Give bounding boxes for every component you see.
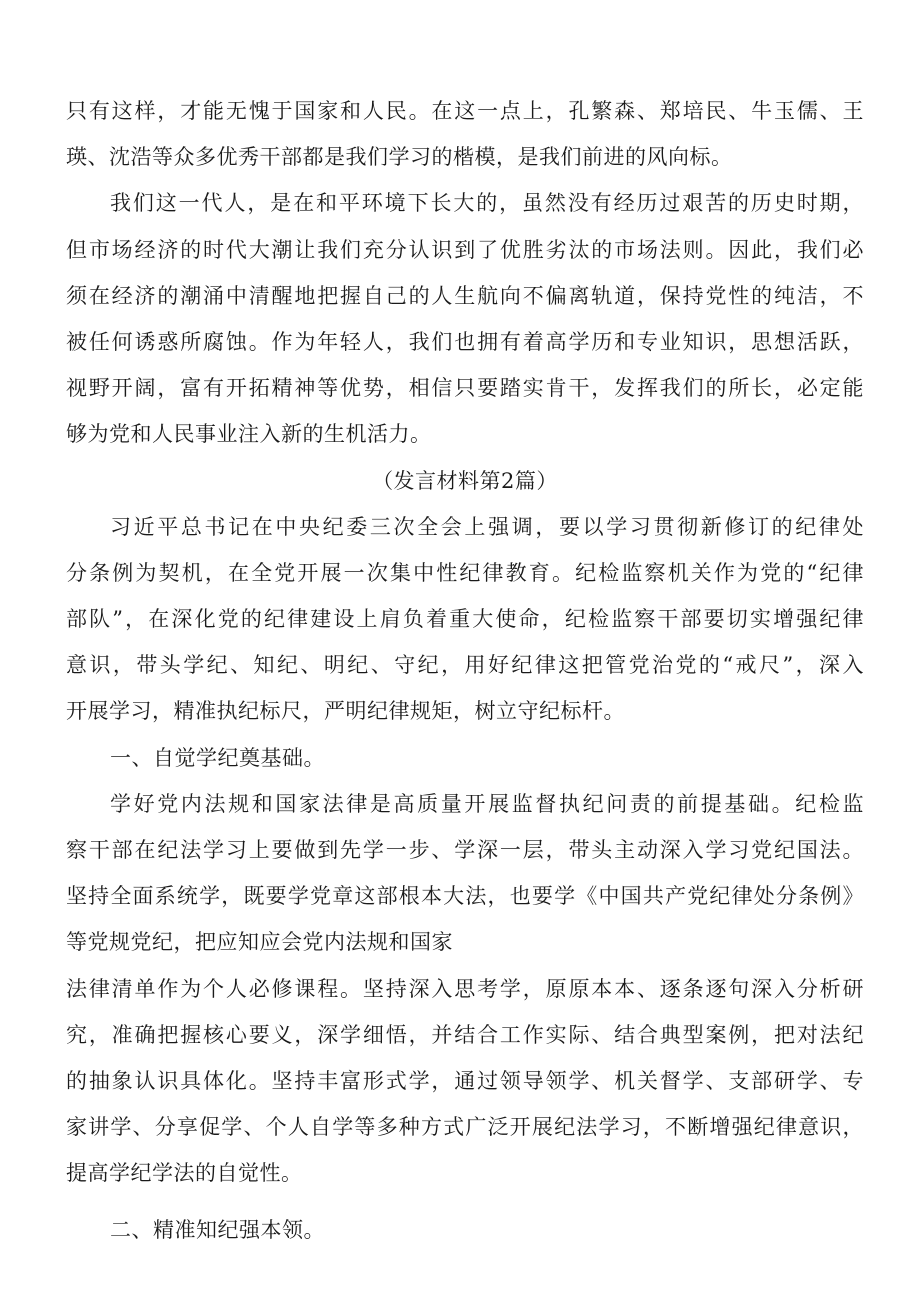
paragraph-4-line-4: 等党规党纪，把应知应会党内法规和国家 (66, 930, 453, 955)
paragraph-4-line-7: 的抽象认识具体化。坚持丰富形式学，通过领导领学、机关督学、支部研学、专 (66, 1068, 864, 1093)
paragraph-4-line-5: 法律清单作为个人必修课程。坚持深入思考学，原原本本、逐条逐句深入分析研 (66, 976, 864, 1001)
paragraph-2-line-4: 被任何诱惑所腐蚀。作为年轻人，我们也拥有着高学历和专业知识，思想活跃， (66, 329, 864, 354)
paragraph-4-line-2: 察干部在纪法学习上要做到先学一步、学深一层，带头主动深入学习党纪国法。 (66, 838, 864, 862)
paragraph-2-line-1: 我们这一代人，是在和平环境下长大的，虽然没有经历过艰苦的历史时期， (110, 191, 864, 216)
paragraph-4-line-3: 坚持全面系统学，既要学党章这部根本大法，也要学《中国共产党纪律处分条例》 (66, 884, 864, 909)
paragraph-2-line-6: 够为党和人民事业注入新的生机活力。 (66, 422, 432, 447)
paragraph-3-line-1: 习近平总书记在中央纪委三次全会上强调，要以学习贯彻新修订的纪律处 (110, 514, 864, 539)
paragraph-3-line-3: 部队”，在深化党的纪律建设上肩负着重大使命，纪检监察干部要切实增强纪律 (66, 607, 864, 632)
paragraph-4-line-8: 家讲学、分享促学、个人自学等多种方式广泛开展纪法学习，不断增强纪律意识， (66, 1115, 864, 1140)
heading-2: 二、精准知纪强本领。 (110, 1217, 325, 1242)
paragraph-2-line-5: 视野开阔，富有开拓精神等优势，相信只要踏实肯干，发挥我们的所长，必定能 (66, 376, 864, 401)
paragraph-4-line-6: 究，准确把握核心要义，深学细悟，并结合工作实际、结合典型案例，把对法纪 (66, 1022, 864, 1047)
paragraph-2-line-2: 但市场经济的时代大潮让我们充分认识到了优胜劣汰的市场法则。因此，我们必 (66, 237, 864, 262)
paragraph-1-line-1: 只有这样，才能无愧于国家和人民。在这一点上，孔繁森、郑培民、牛玉儒、王 (66, 99, 864, 123)
paragraph-3-line-2: 分条例为契机，在全党开展一次集中性纪律教育。纪检监察机关作为党的“纪律 (66, 560, 864, 585)
section-title: （发言材料第2篇） (372, 468, 558, 493)
paragraph-4-line-1: 学好党内法规和国家法律是高质量开展监督执纪问责的前提基础。纪检监 (110, 791, 864, 816)
paragraph-4-line-9: 提高学纪学法的自觉性。 (66, 1161, 303, 1186)
paragraph-3-line-4: 意识，带头学纪、知纪、明纪、守纪，用好纪律这把管党治党的“戒尺”，深入 (66, 653, 864, 678)
heading-1: 一、自觉学纪奠基础。 (110, 745, 325, 770)
paragraph-2-line-3: 须在经济的潮涌中清醒地把握自己的人生航向不偏离轨道，保持党性的纯洁，不 (66, 283, 864, 308)
document-page (66, 88, 864, 1253)
paragraph-3-line-5: 开展学习，精准执纪标尺，严明纪律规矩，树立守纪标杆。 (66, 699, 625, 724)
paragraph-1-line-2: 瑛、沈浩等众多优秀干部都是我们学习的楷模，是我们前进的风向标。 (66, 145, 733, 170)
